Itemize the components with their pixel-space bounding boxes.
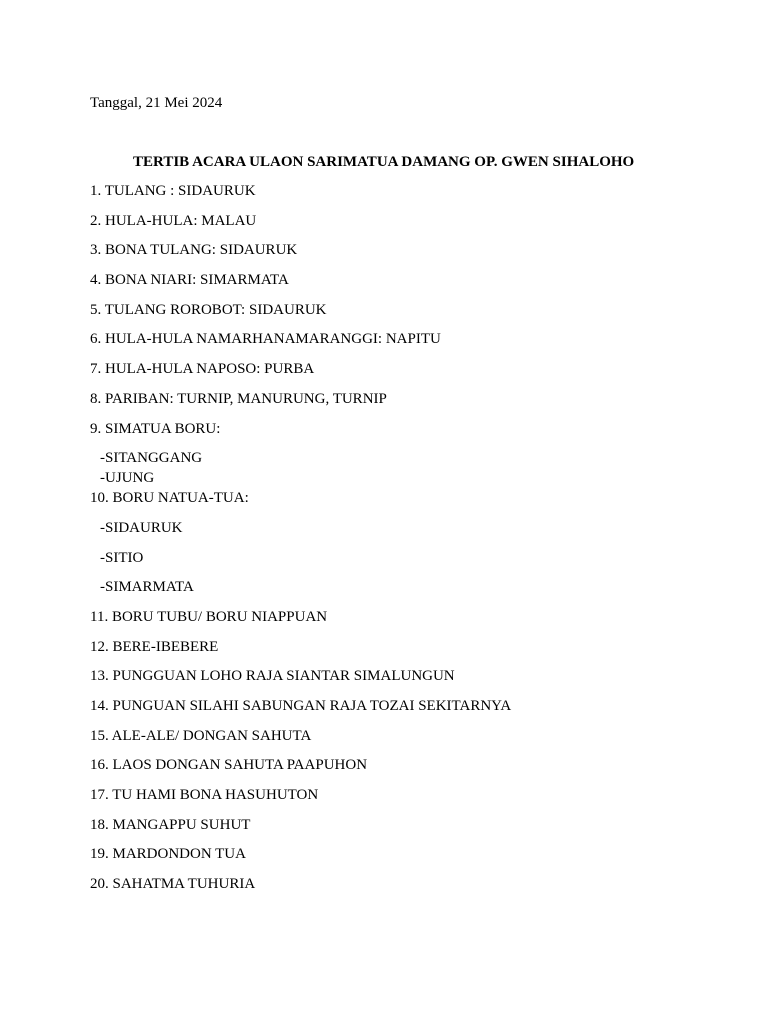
sub-list-item: -SIDAURUK bbox=[100, 519, 183, 536]
list-item: 11. BORU TUBU/ BORU NIAPPUAN bbox=[90, 608, 328, 625]
document-date: Tanggal, 21 Mei 2024 bbox=[90, 95, 223, 111]
document-page bbox=[90, 0, 710, 1024]
sub-list-item: -SITANGGANG bbox=[100, 450, 203, 467]
list-item: 6. HULA-HULA NAMARHANAMARANGGI: NAPITU bbox=[90, 331, 441, 348]
list-item: 1. TULANG : SIDAURUK bbox=[90, 183, 256, 199]
sub-list-item: -SIMARMATA bbox=[100, 579, 194, 596]
list-item: 13. PUNGGUAN LOHO RAJA SIANTAR SIMALUNGUN bbox=[90, 668, 455, 685]
list-item: 17. TU HAMI BONA HASUHUTON bbox=[90, 787, 319, 804]
list-item: 8. PARIBAN: TURNIP, MANURUNG, TURNIP bbox=[90, 390, 387, 407]
list-item: 12. BERE-IBEBERE bbox=[90, 638, 219, 655]
list-item: 19. MARDONDON TUA bbox=[90, 846, 246, 863]
list-item: 15. ALE-ALE/ DONGAN SAHUTA bbox=[90, 727, 312, 744]
list-item: 2. HULA-HULA: MALAU bbox=[90, 212, 257, 229]
list-item: 18. MANGAPPU SUHUT bbox=[90, 816, 251, 833]
sub-list-item: -SITIO bbox=[100, 549, 144, 566]
list-item: 16. LAOS DONGAN SAHUTA PAAPUHON bbox=[90, 757, 368, 774]
program-list bbox=[90, 182, 511, 905]
list-item: 7. HULA-HULA NAPOSO: PURBA bbox=[90, 361, 315, 378]
list-item: 3. BONA TULANG: SIDAURUK bbox=[90, 242, 298, 259]
list-item: 14. PUNGUAN SILAHI SABUNGAN RAJA TOZAI SEKITARNYA bbox=[90, 698, 512, 714]
list-item: 10. BORU NATUA-TUA: bbox=[90, 490, 249, 507]
list-item: 20. SAHATMA TUHURIA bbox=[90, 876, 256, 893]
list-item: 9. SIMATUA BORU: bbox=[90, 420, 221, 437]
document-title: TERTIB ACARA ULAON SARIMATUA DAMANG OP. GWEN SIHALOHO bbox=[133, 154, 635, 170]
list-item: 4. BONA NIARI: SIMARMATA bbox=[90, 272, 289, 289]
list-item: 5. TULANG ROROBOT: SIDAURUK bbox=[90, 301, 327, 318]
sub-list-item: -UJUNG bbox=[100, 470, 155, 487]
